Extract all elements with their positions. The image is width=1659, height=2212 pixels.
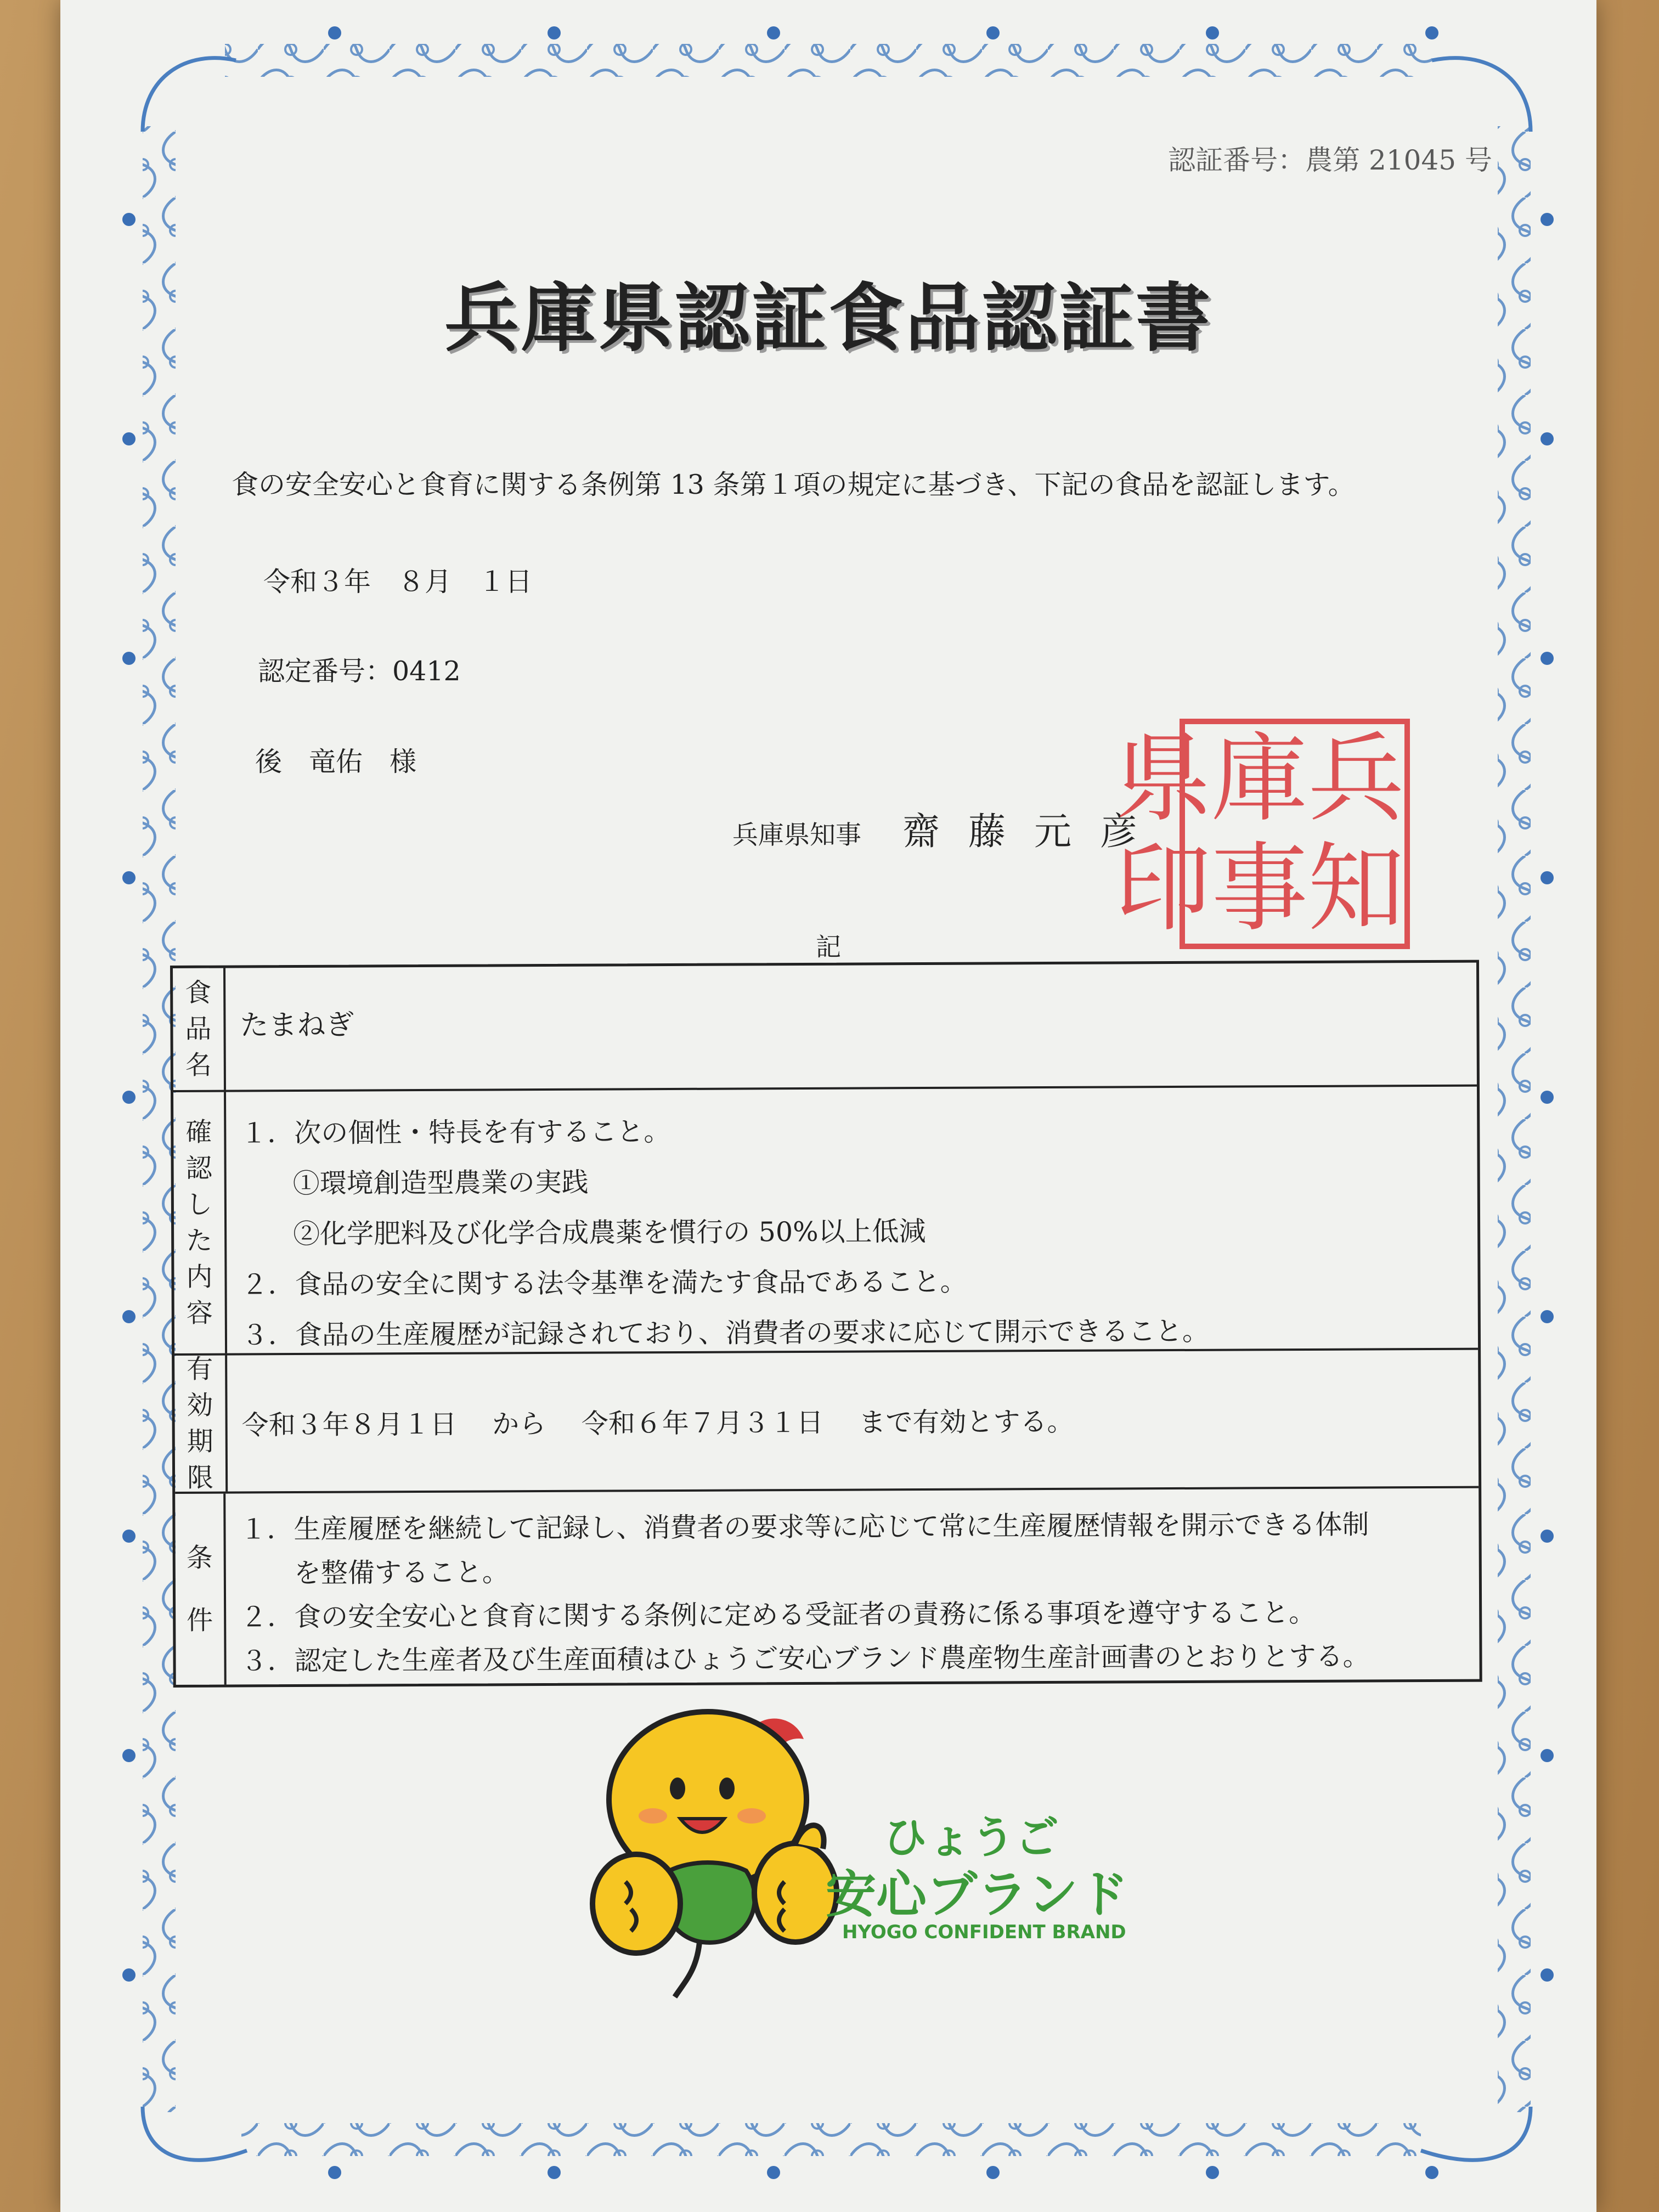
certification-table xyxy=(170,960,1482,1688)
seal-char: 知 xyxy=(1307,832,1404,945)
record-label: 記 xyxy=(816,932,841,962)
list-item: ３．認定した生産者及び生産面積はひょうご安心ブランド農産物生産計画書のとおりとする。 xyxy=(240,1640,1370,1677)
list-item: ①環境創造型農業の実践 xyxy=(292,1166,589,1200)
issue-date: 令和３年 ８月 １日 xyxy=(263,566,533,597)
list-item: ２．食品の安全に関する法令基準を満たす食品であること。 xyxy=(241,1266,967,1301)
list-item: を整備すること。 xyxy=(294,1556,509,1589)
official-seal xyxy=(1114,719,1410,949)
seal-char: 県 xyxy=(1114,723,1211,835)
list-item: １．次の個性・特長を有すること。 xyxy=(240,1116,671,1149)
governor-name: 齋藤元彦 xyxy=(902,810,1166,854)
certificate-number: 認証番号：農第 21045 号 xyxy=(1168,144,1492,176)
table-row-validity xyxy=(174,1350,1479,1494)
seal-char: 庫 xyxy=(1211,723,1308,835)
brand-english: HYOGO CONFIDENT BRAND xyxy=(842,1921,1126,1943)
conditions-content xyxy=(225,1488,1479,1685)
validity-value: 令和３年８月１日 から 令和６年７月３１日 まで有効とする。 xyxy=(241,1406,1074,1441)
list-item: １．生産履歴を継続して記録し、消費者の要求等に応じて常に生産履歴情報を開示できる体制 xyxy=(240,1509,1369,1545)
certificate-title: 兵庫県認証食品認証書 xyxy=(444,275,1212,362)
preamble-text: 食の安全安心と食育に関する条例第 13 条第１項の規定に基づき、下記の食品を認証します。 xyxy=(232,469,1355,500)
governor-title: 兵庫県知事 xyxy=(732,820,861,850)
table-row-food-name xyxy=(173,963,1477,1092)
brand-line2: 安心ブランド xyxy=(826,1865,1129,1924)
list-item: ３．食品の生産履歴が記録されており、消費者の要求に応じて開示できること。 xyxy=(241,1315,1210,1351)
certificate-paper xyxy=(60,0,1596,2212)
approval-number: 認定番号：0412 xyxy=(258,656,461,687)
food-name-value: たまねぎ xyxy=(240,1008,354,1042)
seal-char: 事 xyxy=(1211,832,1308,945)
list-item: ２．食の安全安心と食育に関する条例に定める受証者の責務に係る事項を遵守すること。 xyxy=(240,1596,1316,1633)
mascot-icon xyxy=(587,1706,861,2002)
seal-char: 兵 xyxy=(1307,723,1404,835)
brand-line1: ひょうご xyxy=(883,1812,1059,1863)
table-row-confirmed xyxy=(173,1087,1478,1356)
seal-char: 印 xyxy=(1114,832,1211,945)
row-header-validity: 有 効 期 限 xyxy=(174,1356,228,1492)
confirmed-content xyxy=(226,1087,1478,1353)
row-header-conditions: 条 件 xyxy=(175,1494,227,1685)
table-row-conditions xyxy=(175,1488,1479,1685)
row-header-food-name: 食 品 名 xyxy=(173,968,226,1090)
list-item: ②化学肥料及び化学合成農薬を慣行の 50%以上低減 xyxy=(293,1215,926,1250)
recipient-name: 後 竜佑 様 xyxy=(255,746,417,777)
row-header-confirmed: 確 認 し た 内 容 xyxy=(173,1092,227,1353)
